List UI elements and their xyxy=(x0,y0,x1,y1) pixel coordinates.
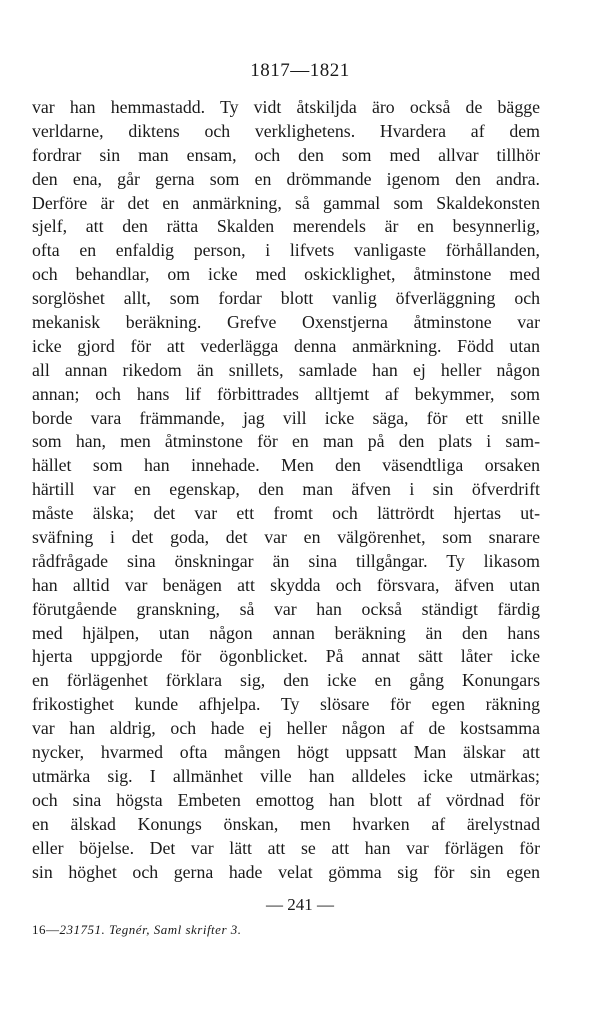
body-text xyxy=(32,96,540,884)
text-line: verldarne, diktens och verklighetens. Hvardera af dem xyxy=(32,120,540,141)
text-line: var han aldrig, och hade ej heller någon af de kostsamma xyxy=(32,718,540,739)
text-line: mekanisk beräkning. Grefve Oxenstjerna åtminstone var xyxy=(32,312,540,333)
text-line: förutgående granskning, så var han också ständigt färdig xyxy=(32,598,540,619)
signature-info: 231751. Tegnér, Saml skrifter 3. xyxy=(59,922,242,937)
text-line: var han hemmastadd. Ty vidt åtskiljda äro också de bägge xyxy=(32,97,540,117)
text-line: borde vara främmande, jag vill icke säga, för ett snille xyxy=(32,407,540,428)
text-line: hjerta uppgjorde för ögonblicket. På annat sätt låter icke xyxy=(32,646,540,667)
text-line: med hjälpen, utan någon annan beräkning än den hans xyxy=(32,622,540,643)
text-line: frikostighet kunde afhjelpa. Ty slösare för egen räkning xyxy=(32,694,540,715)
text-line: som han, men åtminstone för en man på den plats i sam- xyxy=(32,431,540,452)
text-line: och behandlar, om icke med oskicklighet, åtminstone med xyxy=(32,264,540,285)
text-line: hället som han innehade. Men den väsendtliga orsaken xyxy=(32,455,540,476)
text-line: nycker, hvarmed ofta mången högt uppsatt Man älskar att xyxy=(32,742,540,763)
text-line: eller böjelse. Det var lätt att se att han var förlägen för xyxy=(32,837,540,858)
text-line: ofta en enfaldig person, i lifvets vanligaste förhållanden, xyxy=(32,240,540,261)
page-number: — 241 — xyxy=(266,895,334,914)
text-line: sväfning i det goda, det var en välgörenhet, som snarare xyxy=(32,527,540,548)
text-line: Derföre är det en anmärkning, så gammal som Skaldekonsten xyxy=(32,192,540,213)
text-line: utmärka sig. I allmänhet ville han alldeles icke utmärkas; xyxy=(32,765,540,786)
text-line: han alltid var benägen att skydda och försvara, äfven utan xyxy=(32,574,540,595)
text-line: rådfrågade sina önskningar än sina tillgångar. Ty likasom xyxy=(32,550,540,571)
text-line: den ena, går gerna som en drömmande igenom den andra. xyxy=(32,168,540,189)
text-line: sin höghet och gerna hade velat gömma sig för sin egen xyxy=(32,861,540,882)
text-line: icke gjord för att vederlägga denna anmärkning. Född utan xyxy=(32,335,540,356)
text-line: sjelf, att den rätta Skalden merendels är en besynnerlig, xyxy=(32,216,540,237)
text-line: en förlägenhet förklara sig, den icke en gång Konungars xyxy=(32,670,540,691)
signature-sheet: 16— xyxy=(32,922,60,937)
text-line: annan; och hans lif förbittrades alltjemt af bekymmer, som xyxy=(32,383,540,404)
text-line: härtill var en egenskap, den man äfven i sin öfverdrift xyxy=(32,479,540,500)
running-head: 1817—1821 xyxy=(250,60,350,81)
text-line: sorglöshet allt, som fordar blott vanlig öfverläggning och xyxy=(32,288,540,309)
text-line: måste älska; det var ett fromt och lättrördt hjertas ut- xyxy=(32,503,540,524)
text-line: fordrar sin man ensam, och den som med allvar tillhör xyxy=(32,144,540,165)
text-line: all annan rikedom än snillets, samlade han ej heller någon xyxy=(32,359,540,380)
text-line: en älskad Konungs önskan, men hvarken af ärelystnad xyxy=(32,813,540,834)
printer-signature xyxy=(32,922,242,938)
text-line: och sina högsta Embeten emottog han blott af vördnad för xyxy=(32,789,540,810)
